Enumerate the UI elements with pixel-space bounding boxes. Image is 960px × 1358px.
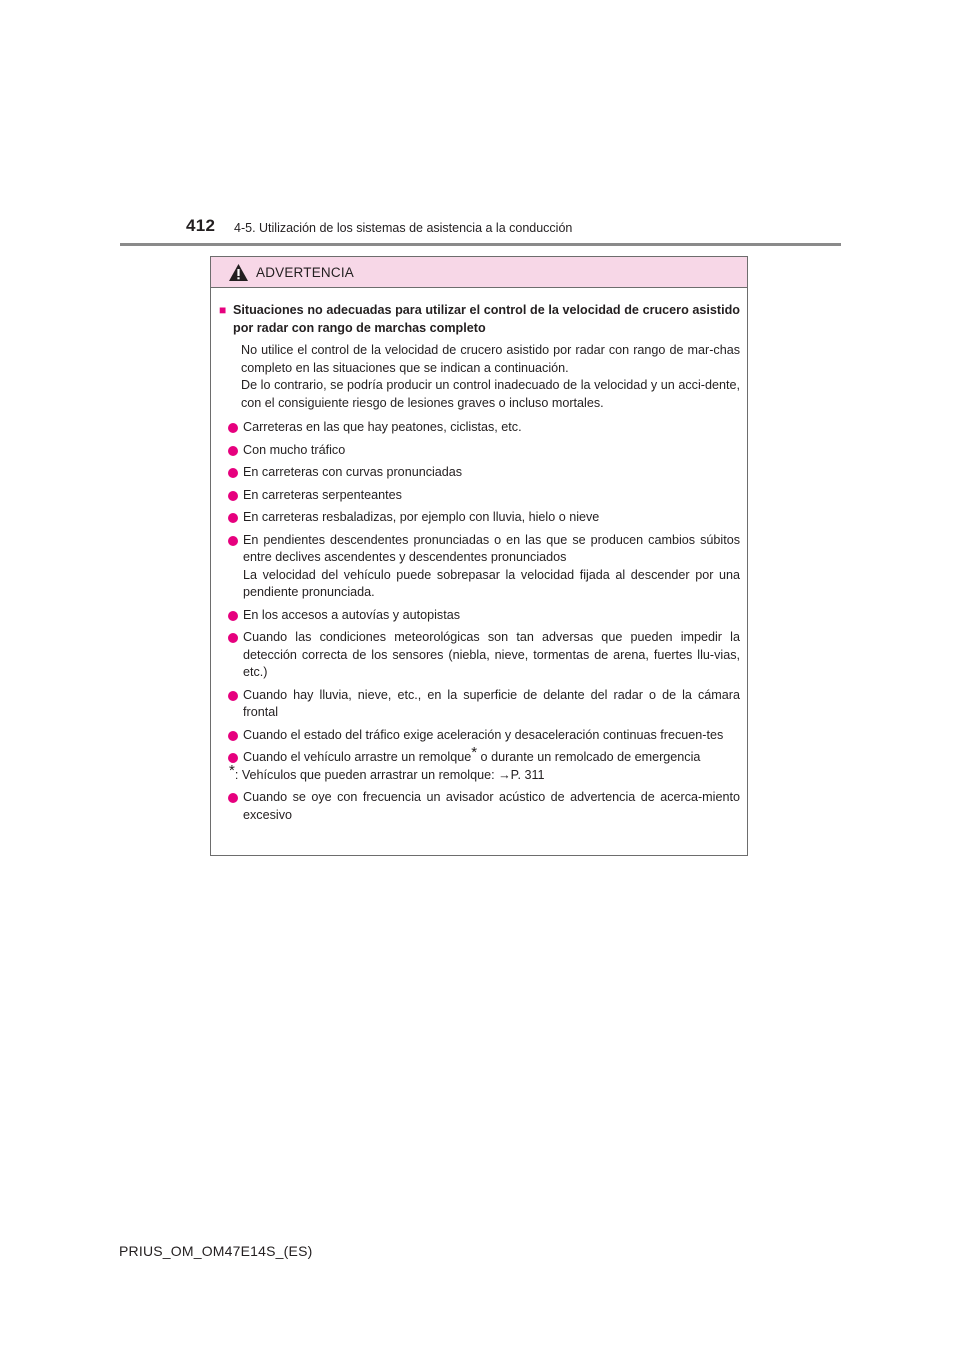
warning-header bbox=[211, 257, 747, 288]
warning-triangle-icon bbox=[228, 263, 249, 282]
list-item: Con mucho tráfico bbox=[219, 442, 740, 460]
bullet-dot-icon bbox=[228, 691, 238, 701]
bullet-dot-icon bbox=[228, 731, 238, 741]
footnote: *: Vehículos que pueden arrastrar un remolque: →P. 311 bbox=[229, 761, 545, 782]
list-item: Cuando el estado del tráfico exige aceleración y desaceleración continuas frecuen-tes bbox=[219, 727, 740, 745]
warning-heading-text: Situaciones no adecuadas para utilizar el control de la velocidad de crucero asistido por radar con rango de marchas completo bbox=[233, 303, 740, 335]
list-item: En pendientes descendentes pronunciadas o en las que se producen cambios súbitos entre declives ascendentes y descendentes pronunciados La velocidad del vehículo puede sobrepasar la velocidad fijada al descender por una pendiente pronunciada. bbox=[219, 532, 740, 602]
list-item: Cuando se oye con frecuencia un avisador acústico de advertencia de acerca-miento excesivo bbox=[219, 789, 740, 824]
list-item: En los accesos a autovías y autopistas bbox=[219, 607, 740, 625]
warning-title: ADVERTENCIA bbox=[256, 265, 354, 280]
section-title: 4-5. Utilización de los sistemas de asistencia a la conducción bbox=[234, 221, 573, 235]
bullet-dot-icon bbox=[228, 423, 238, 433]
bullet-dot-icon bbox=[228, 611, 238, 621]
list-item-trailer: Cuando el vehículo arrastre un remolque* o durante un remolcado de emergencia *: Vehículos que pueden arrastrar un remolque: →P. 311 bbox=[219, 749, 740, 784]
page-number: 412 bbox=[186, 216, 216, 235]
list-item: En carreteras con curvas pronunciadas bbox=[219, 464, 740, 482]
bullet-dot-icon bbox=[228, 633, 238, 643]
warning-intro-line-2: De lo contrario, se podría producir un control inadecuado de la velocidad y un acci-dente, con el consiguiente riesgo de lesiones graves o incluso mortales. bbox=[241, 378, 740, 410]
list-item: Cuando las condiciones meteorológicas son tan adversas que pueden impedir la detección correcta de los sensores (niebla, nieve, tormentas de arena, fuertes llu-vias, etc.) bbox=[219, 629, 740, 682]
bullet-dot-icon bbox=[228, 468, 238, 478]
bullet-dot-icon bbox=[228, 491, 238, 501]
warning-heading bbox=[219, 302, 740, 337]
square-bullet-icon: ■ bbox=[219, 303, 227, 317]
list-item: En carreteras serpenteantes bbox=[219, 487, 740, 505]
warning-box bbox=[210, 256, 748, 856]
bullet-dot-icon bbox=[228, 536, 238, 546]
asterisk-marker: * bbox=[229, 761, 235, 779]
list-item-note: La velocidad del vehículo puede sobrepasar la velocidad fijada al descender por una pendiente pronunciada. bbox=[243, 567, 740, 599]
document-code: PRIUS_OM_OM47E14S_(ES) bbox=[119, 1243, 313, 1259]
warning-intro bbox=[241, 342, 740, 412]
warning-list bbox=[219, 419, 740, 824]
warning-body bbox=[211, 288, 747, 824]
bullet-dot-icon bbox=[228, 793, 238, 803]
list-item: Cuando hay lluvia, nieve, etc., en la superficie de delante del radar o de la cámara frontal bbox=[219, 687, 740, 722]
asterisk-marker: * bbox=[471, 744, 478, 761]
header-rule bbox=[120, 243, 841, 246]
bullet-dot-icon bbox=[228, 446, 238, 456]
list-item: Carreteras en las que hay peatones, ciclistas, etc. bbox=[219, 419, 740, 437]
bullet-dot-icon bbox=[228, 513, 238, 523]
list-item: En carreteras resbaladizas, por ejemplo con lluvia, hielo o nieve bbox=[219, 509, 740, 527]
warning-intro-line-1: No utilice el control de la velocidad de crucero asistido por radar con rango de mar-chas completo en las situaciones que se indican a continuación. bbox=[241, 343, 740, 375]
